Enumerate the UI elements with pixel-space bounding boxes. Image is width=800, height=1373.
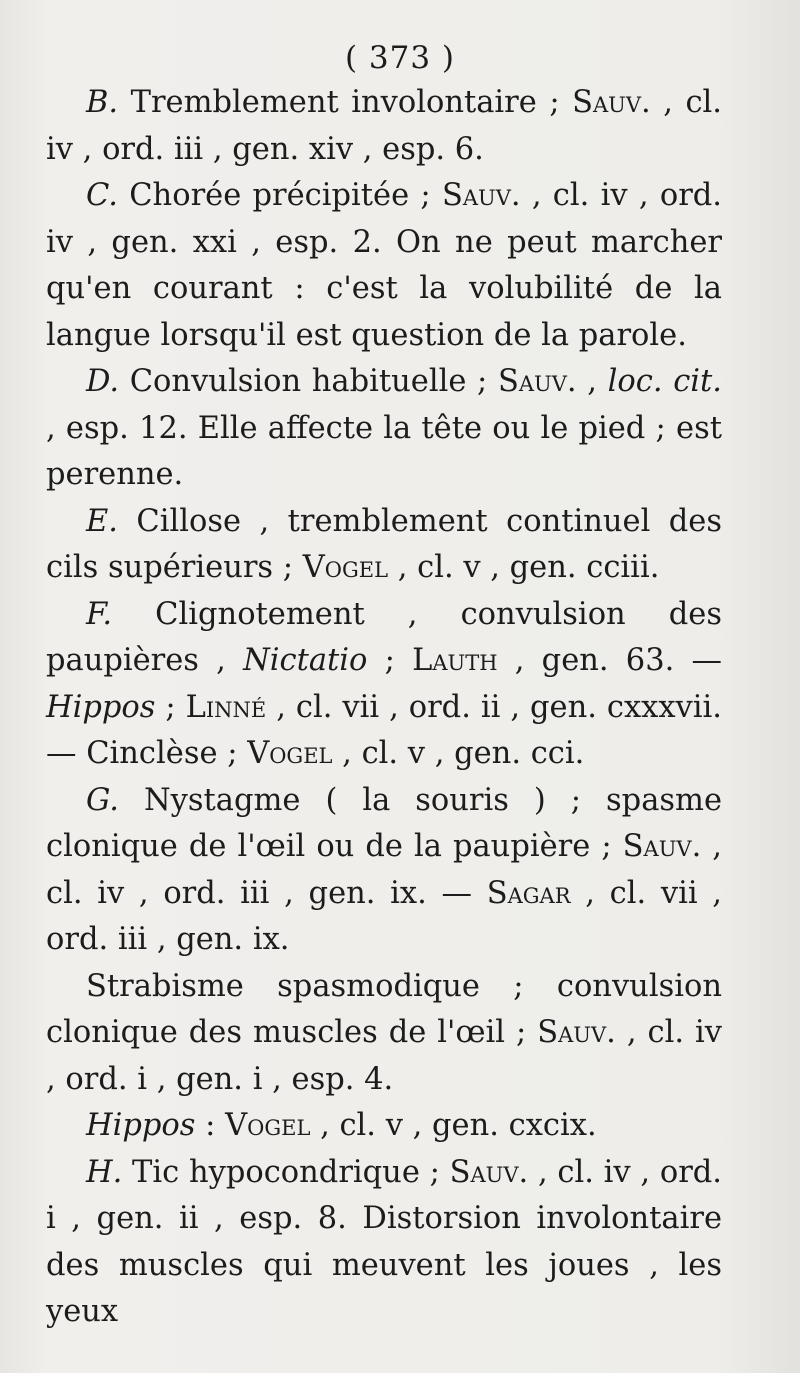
text-body	[46, 80, 722, 1336]
entry-paragraph: F. Clignotement , convulsion des paupières , Nictatio ; Lauth , gen. 63. — Hippos ; Linné , cl. vii , ord. ii , gen. cxxxvii. — Cinclèse ; Vogel , cl. v , gen. cci.	[46, 596, 722, 771]
entry-label: C.	[86, 178, 118, 213]
entry-paragraph: Hippos : Vogel , cl. v , gen. cxcix.	[86, 1108, 597, 1143]
entry-paragraph: G. Nystagme ( la souris ) ; spasme clonique de l'œil ou de la paupière ; Sauv. , cl. iv , ord. iii , gen. ix. — Sagar , cl. vii , ord. iii , gen. ix.	[46, 782, 723, 957]
entry-paragraph: D. Convulsion habituelle ; Sauv. , loc. cit. , esp. 12. Elle affecte la tête ou le pied ; est perenne.	[46, 364, 722, 492]
page-number: ( 373 )	[344, 40, 456, 76]
entry-paragraph: E. Cillose , tremblement continuel des cils supérieurs ; Vogel , cl. v , gen. cciii.	[46, 503, 722, 585]
entry-label: H.	[86, 1154, 123, 1190]
entry-paragraph: H. Tic hypocondrique ; Sauv. , cl. iv , ord. i , gen. ii , esp. 8. Distorsion involontaire des muscles qui meuvent les joues , les yeux	[46, 1154, 722, 1329]
entry-label: D.	[86, 364, 120, 399]
entry-label: E.	[86, 503, 118, 539]
entry-label: F.	[86, 596, 113, 632]
entry-paragraph: B. Tremblement involontaire ; Sauv. , cl. iv , ord. iii , gen. xiv , esp. 6.	[46, 85, 722, 167]
entry-paragraph: Strabisme spasmodique ; convulsion clonique des muscles de l'œil ; Sauv. , cl. iv , ord. i , gen. i , esp. 4.	[46, 968, 722, 1097]
entry-label: G.	[86, 782, 119, 818]
entry-paragraph: C. Chorée précipitée ; Sauv. , cl. iv , ord. iv , gen. xxi , esp. 2. On ne peut marcher qu'en courant : c'est la volubilité de la langue lorsqu'il est question de la parole.	[46, 178, 722, 353]
entry-label: B.	[86, 85, 119, 120]
